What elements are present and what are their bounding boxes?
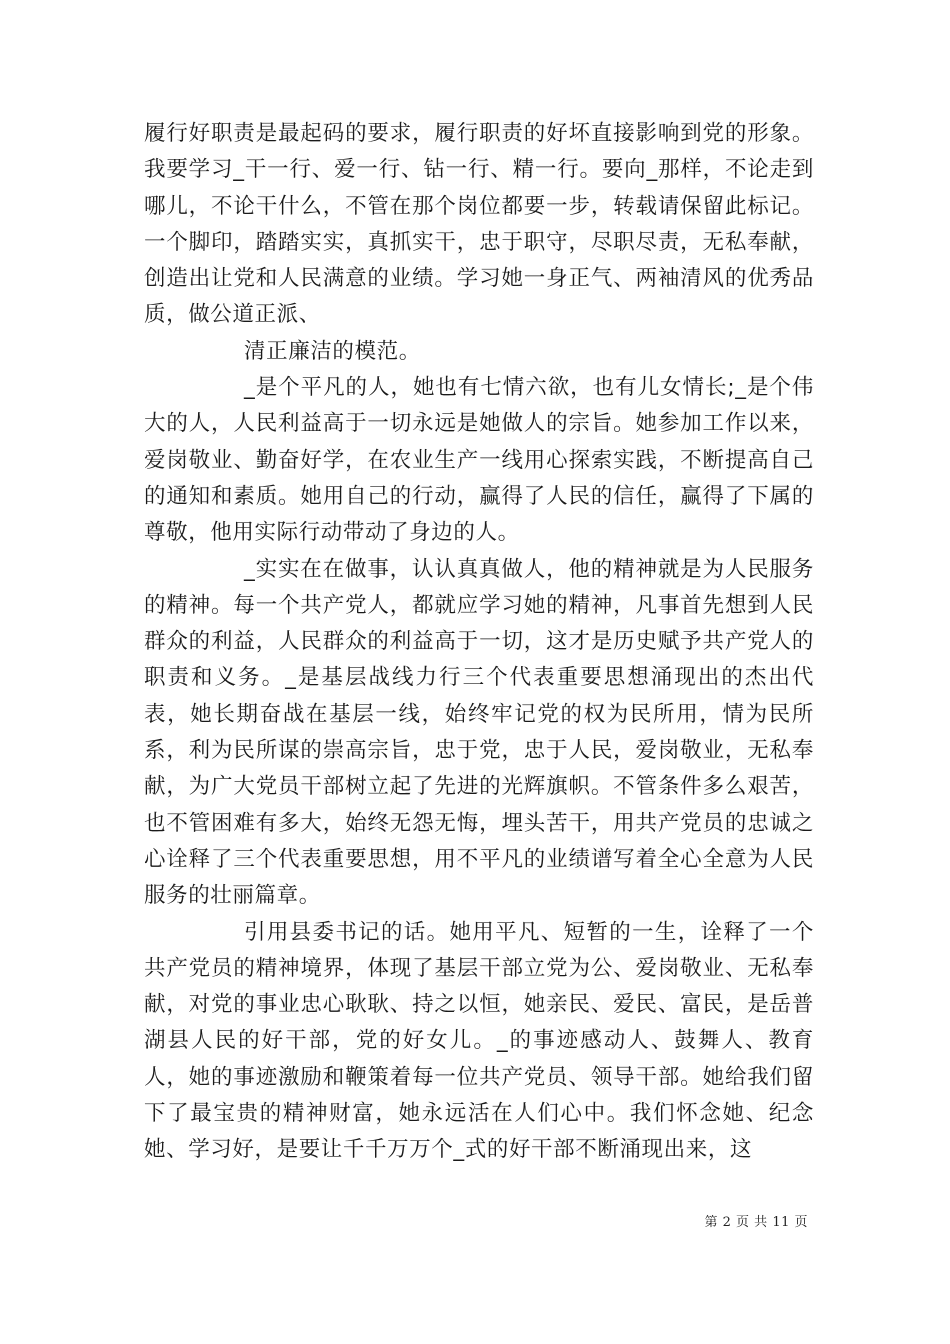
paragraph-2: 清正廉洁的模范。 <box>244 338 421 364</box>
paragraph-3: _是个平凡的人，她也有七情六欲，也有儿女情长;_是个伟大的人，人民利益高于一切永远是她做人的宗旨。她参加工作以来，爱岗敬业、勤奋好学，在农业生产一线用心探索实践，不断提高自己的通知和素质。她用自己的行动，赢得了人民的信任，赢得了下属的尊敬，他用实际行动带动了身边的人。 <box>144 375 814 546</box>
paragraph-4: _实实在在做事，认认真真做人，他的精神就是为人民服务的精神。每一个共产党人，都就应学习她的精神，凡事首先想到人民群众的利益，人民群众的利益高于一切，这才是历史赋予共产党人的职责和义务。_是基层战线力行三个代表重要思想涌现出的杰出代表，她长期奋战在基层一线，始终牢记党的权为民所用，情为民所系，利为民所谋的崇高宗旨，忠于党，忠于人民，爱岗敬业，无私奉献，为广大党员干部树立起了先进的光辉旗帜。不管条件多么艰苦，也不管困难有多大，始终无怨无悔，埋头苦干，用共产党员的忠诚之心诠释了三个代表重要思想，用不平凡的业绩谱写着全心全意为人民服务的壮丽篇章。 <box>144 556 814 909</box>
paragraph-1: 履行好职责是最起码的要求，履行职责的好坏直接影响到党的形象。我要学习_干一行、爱一行、钻一行、精一行。要向_那样，不论走到哪儿，不论干什么，不管在那个岗位都要一步，转载请保留此标记。一个脚印，踏踏实实，真抓实干，忠于职守，尽职尽责，无私奉献，创造出让党和人民满意的业绩。学习她一身正气、两袖清风的优秀品质，做公道正派、 <box>144 121 814 328</box>
paragraph-5: 引用县委书记的话。她用平凡、短暂的一生，诠释了一个共产党员的精神境界，体现了基层干部立党为公、爱岗敬业、无私奉献，对党的事业忠心耿耿、持之以恒，她亲民、爱民、富民，是岳普湖县人民的好干部，党的好女儿。_的事迹感动人、鼓舞人、教育人，她的事迹激励和鞭策着每一位共产党员、领导干部。她给我们留下了最宝贵的精神财富，她永远活在人们心中。我们怀念她、纪念她、学习好，是要让千千万万个_式的好干部不断涌现出来，这 <box>144 919 814 1163</box>
page-number-footer: 第 2 页 共 11 页 <box>704 1215 808 1230</box>
body-text <box>144 116 814 1169</box>
